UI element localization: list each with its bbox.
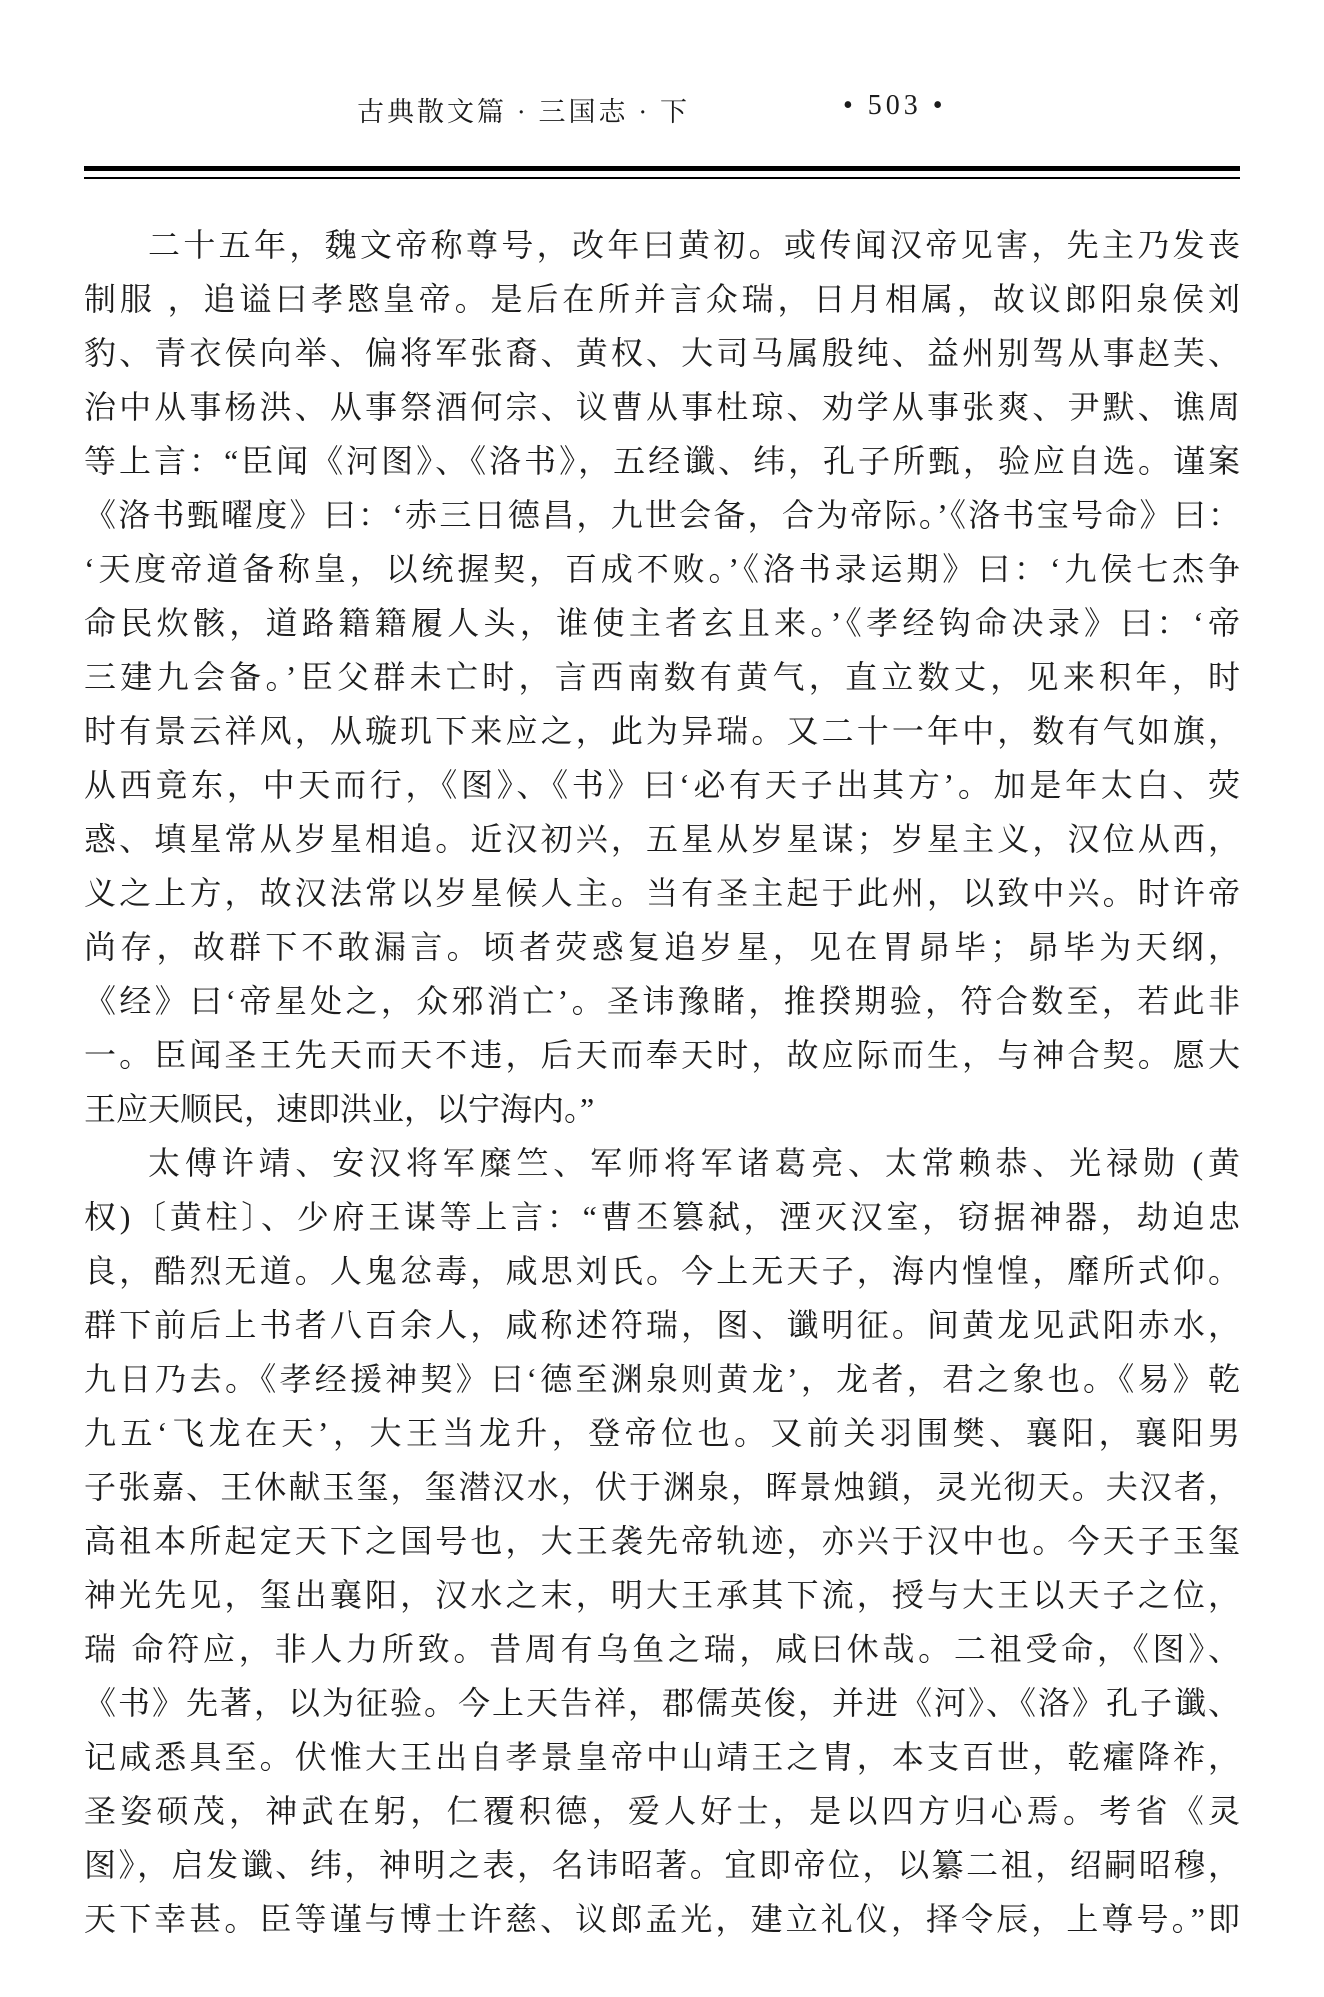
text-line: 治中从事杨洪、从事祭酒何宗、议曹从事杜琼、劝学从事张爽、尹默、谯周: [84, 389, 1240, 425]
text-line: 《书》先著，以为征验。今上天告祥，郡儒英俊，并进《河》、《洛》孔子谶、: [84, 1685, 1240, 1721]
body-text: [84, 218, 1240, 1946]
text-line: 义之上方，故汉法常以岁星候人主。当有圣主起于此州，以致中兴。时许帝: [84, 875, 1240, 911]
text-line: 尚存，故群下不敢漏言。顷者荧惑复追岁星，见在胃昴毕；昴毕为天纲，: [84, 929, 1240, 965]
page-number: • 503 •: [843, 90, 947, 121]
text-line: 豹、青衣侯向举、偏将军张裔、黄权、大司马属殷纯、益州别驾从事赵芙、: [84, 335, 1240, 371]
text-line: 三建九会备。’臣父群未亡时，言西南数有黄气，直立数丈，见来积年，时: [84, 659, 1240, 695]
text-line: 二十五年，魏文帝称尊号，改年曰黄初。或传闻汉帝见害，先主乃发丧: [148, 227, 1240, 263]
text-line: 天下幸甚。臣等谨与博士许慈、议郎孟光，建立礼仪，择令辰，上尊号。”即: [84, 1901, 1240, 1937]
text-line: 命民炊骸，道路籍籍履人头，谁使主者玄且来。’《孝经钩命决录》曰：‘帝: [84, 605, 1240, 641]
header-divider-thin: [84, 177, 1240, 179]
text-line: 群下前后上书者八百余人，咸称述符瑞，图、谶明征。间黄龙见武阳赤水，: [84, 1307, 1240, 1343]
text-line: 神光先见，玺出襄阳，汉水之末，明大王承其下流，授与大王以天子之位，: [84, 1577, 1240, 1613]
text-line: 九日乃去。《孝经援神契》曰‘德至渊泉则黄龙’，龙者，君之象也。《易》乾: [84, 1361, 1240, 1397]
text-line: 高祖本所起定天下之国号也，大王袭先帝轨迹，亦兴于汉中也。今天子玉玺: [84, 1523, 1240, 1559]
text-line: 瑞 命符应，非人力所致。昔周有乌鱼之瑞，咸曰休哉。二祖受命，《图》、: [84, 1631, 1240, 1667]
text-line: 从西竟东，中天而行，《图》、《书》曰‘必有天子出其方’。加是年太白、荧: [84, 767, 1240, 803]
text-line: 图》，启发谶、纬，神明之表，名讳昭著。宜即帝位，以纂二祖，绍嗣昭穆，: [84, 1847, 1240, 1883]
text-line: 《洛书甄曜度》曰：‘赤三日德昌，九世会备，合为帝际。’《洛书宝号命》曰：: [84, 497, 1240, 533]
header-divider-thick: [84, 166, 1240, 171]
text-line: 太傅许靖、安汉将军糜竺、军师将军诸葛亮、太常赖恭、光禄勋 (黄: [148, 1145, 1240, 1181]
text-line: 《经》曰‘帝星处之，众邪消亡’。圣讳豫睹，推揆期验，符合数至，若此非: [84, 983, 1240, 1019]
text-line: 等上言：“臣闻《河图》、《洛书》，五经谶、纬，孔子所甄，验应自选。谨案: [84, 443, 1240, 479]
running-header-title: 古典散文篇 · 三国志 · 下: [357, 97, 690, 127]
text-line: 子张嘉、王休献玉玺，玺潜汉水，伏于渊泉，晖景烛鎖，灵光彻天。夫汉者，: [84, 1469, 1240, 1505]
text-line: 良，酷烈无道。人鬼忿毒，咸思刘氏。今上无天子，海内惶惶，靡所式仰。: [84, 1253, 1240, 1289]
text-line: ‘天度帝道备称皇，以统握契，百成不败。’《洛书录运期》曰：‘九侯七杰争: [84, 551, 1240, 587]
text-line: 制服 ，追谥曰孝愍皇帝。是后在所并言众瑞，日月相属，故议郎阳泉侯刘: [84, 281, 1240, 317]
text-line: 时有景云祥风，从璇玑下来应之，此为异瑞。又二十一年中，数有气如旗，: [84, 713, 1240, 749]
text-line: 王应天顺民，速即洪业，以宁海内。”: [84, 1091, 595, 1127]
text-line: 惑、填星常从岁星相追。近汉初兴，五星从岁星谋；岁星主义，汉位从西，: [84, 821, 1240, 857]
text-line: 九五‘飞龙在天’，大王当龙升，登帝位也。又前关羽围樊、襄阳，襄阳男: [84, 1415, 1240, 1451]
text-line: 圣姿硕茂，神武在躬，仁覆积德，爱人好士，是以四方归心焉。考省《灵: [84, 1793, 1240, 1829]
text-line: 权)〔黄柱〕、少府王谋等上言：“曹丕篡弑，湮灭汉室，窃据神器，劫迫忠: [84, 1199, 1240, 1235]
text-line: 记咸悉具至。伏惟大王出自孝景皇帝中山靖王之胄，本支百世，乾癨降祚，: [84, 1739, 1240, 1775]
text-line: 一。臣闻圣王先天而天不违，后天而奉天时，故应际而生，与神合契。愿大: [84, 1037, 1240, 1073]
